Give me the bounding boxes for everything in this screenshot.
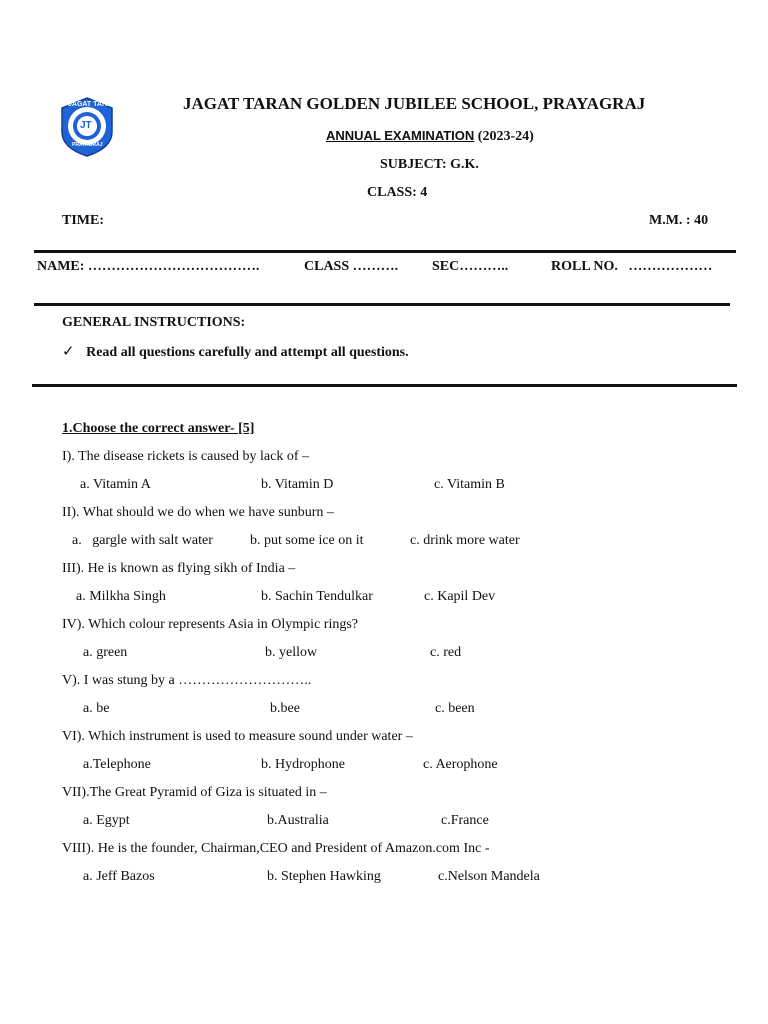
q8-option-b: b. Stephen Hawking	[267, 869, 381, 884]
q8-option-c: c.Nelson Mandela	[438, 869, 540, 884]
class-field: CLASS ……….	[304, 259, 399, 274]
instruction-item	[62, 342, 409, 361]
q6-option-b: b. Hydrophone	[261, 757, 345, 772]
question-6: VI). Which instrument is used to measure sound under water –	[62, 729, 413, 744]
q4-option-a: a. green	[83, 645, 128, 660]
q2-option-b: b. put some ice on it	[250, 533, 364, 548]
q3-option-c: c. Kapil Dev	[424, 589, 496, 604]
section-title: 1.Choose the correct answer- [5]	[62, 421, 255, 436]
question-7: VII).The Great Pyramid of Giza is situated in –	[62, 785, 327, 800]
class-line: CLASS: 4	[367, 185, 428, 200]
q4-option-c: c. red	[430, 645, 462, 660]
q7-option-b: b.Australia	[267, 813, 329, 828]
q1-option-a: a. Vitamin A	[80, 477, 151, 492]
q6-option-c: c. Aerophone	[423, 757, 498, 772]
exam-title	[326, 128, 534, 145]
name-field: NAME: ……………………………….	[37, 259, 260, 274]
question-8: VIII). He is the founder, Chairman,CEO and President of Amazon.com Inc -	[62, 841, 490, 856]
school-name: JAGAT TARAN GOLDEN JUBILEE SCHOOL, PRAYAGRAJ	[183, 94, 646, 113]
q4-option-b: b. yellow	[265, 645, 318, 660]
q5-option-c: c. been	[435, 701, 475, 716]
q8-option-a: a. Jeff Bazos	[83, 869, 155, 884]
divider-bottom	[32, 384, 737, 387]
roll-field: ROLL NO. ………………	[551, 259, 713, 274]
q1-option-c: c. Vitamin B	[434, 477, 505, 492]
q5-option-b: b.bee	[270, 701, 300, 716]
divider-middle	[34, 303, 730, 306]
exam-label: ANNUAL EXAMINATION	[326, 128, 475, 143]
logo-bottom-text: PRAYAGRAJ	[72, 142, 103, 148]
q5-option-a: a. be	[83, 701, 110, 716]
q2-option-c: c. drink more water	[410, 533, 520, 548]
q3-option-b: b. Sachin Tendulkar	[261, 589, 373, 604]
exam-year: (2023-24)	[477, 129, 534, 144]
q7-option-a: a. Egypt	[83, 813, 130, 828]
logo-monogram: JT	[80, 120, 92, 131]
school-logo	[56, 96, 118, 158]
check-icon: ✓	[62, 343, 75, 360]
instruction-text: Read all questions carefully and attempt all questions.	[86, 345, 409, 360]
logo-top-text: JAGAT TARAN	[68, 101, 118, 108]
question-4: IV). Which colour represents Asia in Olympic rings?	[62, 617, 359, 632]
max-marks: M.M. : 40	[649, 213, 709, 228]
question-5: V). I was stung by a ………………………..	[62, 673, 312, 688]
instructions-title: GENERAL INSTRUCTIONS:	[62, 315, 246, 330]
question-1: I). The disease rickets is caused by lack of –	[62, 449, 309, 464]
q2-option-a: a. gargle with salt water	[72, 533, 213, 548]
question-2: II). What should we do when we have sunburn –	[62, 505, 334, 520]
q6-option-a: a.Telephone	[83, 757, 151, 772]
q7-option-c: c.France	[441, 813, 489, 828]
section-field: SEC………..	[432, 259, 509, 274]
subject-line: SUBJECT: G.K.	[380, 157, 479, 172]
divider-top	[34, 250, 736, 253]
question-3: III). He is known as flying sikh of India –	[62, 561, 296, 576]
q1-option-b: b. Vitamin D	[261, 477, 334, 492]
time-label: TIME:	[62, 213, 104, 228]
q3-option-a: a. Milkha Singh	[76, 589, 166, 604]
